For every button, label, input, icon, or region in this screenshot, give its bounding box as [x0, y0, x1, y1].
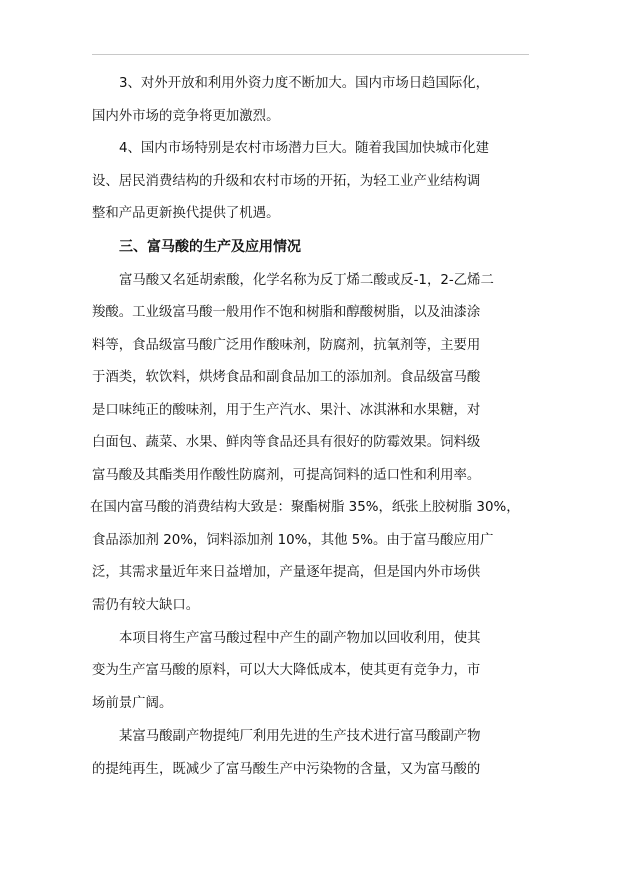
paragraph-line: 变为生产富马酸的原料，可以大大降低成本，使其更有竞争力，市 [92, 663, 481, 678]
section-heading: 三、富马酸的生产及应用情况 [119, 239, 301, 255]
page-header-rule [92, 54, 529, 55]
paragraph-line: 食品添加剂 20%，饲料添加剂 10%，其他 5%。由于富马酸应用广 [92, 533, 494, 548]
paragraph-line: 是口味纯正的酸味剂，用于生产汽水、果汁、冰淇淋和水果糖，对 [92, 403, 481, 418]
paragraph-line: 设、居民消费结构的升级和农村市场的开拓，为轻工业产业结构调 [92, 174, 481, 189]
paragraph-line: 整和产品更新换代提供了机遇。 [92, 206, 280, 221]
paragraph-line: 的提纯再生，既减少了富马酸生产中污染物的含量，又为富马酸的 [92, 762, 481, 777]
paragraph-line: 泛，其需求量近年来日益增加，产量逐年提高，但是国内外市场供 [92, 565, 481, 580]
paragraph-line: 3、对外开放和利用外资力度不断加大。国内市场日趋国际化， [119, 76, 490, 91]
paragraph-line: 羧酸。工业级富马酸一般用作不饱和树脂和醇酸树脂，以及油漆涂 [92, 305, 481, 320]
paragraph-line: 4、国内市场特别是农村市场潜力巨大。随着我国加快城市化建 [119, 141, 490, 156]
paragraph-line: 需仍有较大缺口。 [92, 598, 200, 613]
paragraph-line: 富马酸又名延胡索酸，化学名称为反丁烯二酸或反-1，2-乙烯二 [119, 273, 494, 288]
paragraph-line: 富马酸及其酯类用作酸性防腐剂，可提高饲料的适口性和利用率。 [92, 468, 481, 483]
paragraph-line: 白面包、蔬菜、水果、鲜肉等食品还具有很好的防霉效果。饲料级 [92, 435, 481, 450]
paragraph-line: 场前景广阔。 [92, 696, 173, 711]
paragraph-line: 国内外市场的竞争将更加激烈。 [92, 109, 280, 124]
paragraph-line: 料等，食品级富马酸广泛用作酸味剂，防腐剂，抗氧剂等，主要用 [92, 338, 481, 353]
paragraph-line: 某富马酸副产物提纯厂利用先进的生产技术进行富马酸副产物 [119, 729, 481, 744]
paragraph-line: 本项目将生产富马酸过程中产生的副产物加以回收利用，使其 [119, 631, 481, 646]
paragraph-line: 在国内富马酸的消费结构大致是：聚酯树脂 35%，纸张上胶树脂 30%， [90, 500, 520, 515]
paragraph-line: 于酒类，软饮料，烘烤食品和副食品加工的添加剂。食品级富马酸 [92, 370, 481, 385]
